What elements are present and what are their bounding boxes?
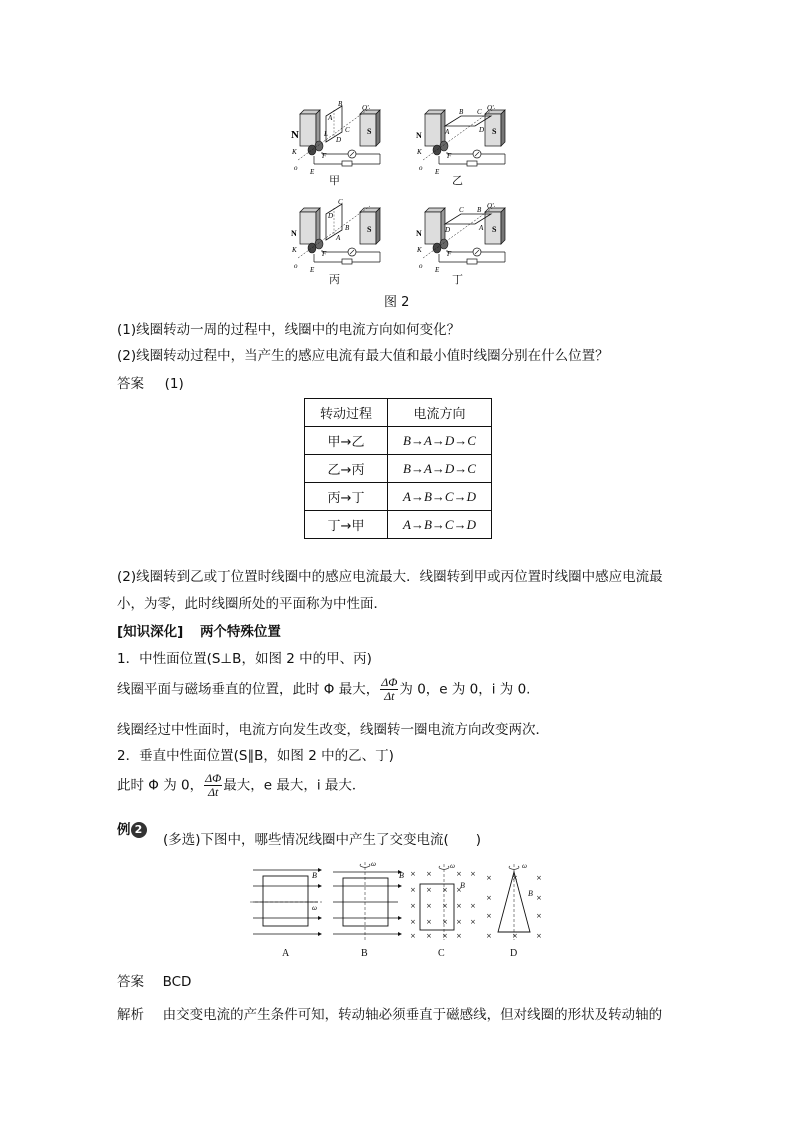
table-cell: 丁→甲 (305, 511, 388, 539)
svg-text:D: D (328, 212, 334, 220)
item-1-text (117, 676, 530, 703)
item-2-text-a: 此时 Φ 为 0， (117, 777, 204, 794)
option-label-a: A (282, 948, 290, 959)
option-a-diagram (250, 868, 322, 936)
svg-text:K: K (292, 246, 297, 254)
svg-text:×: × (442, 902, 448, 910)
option-b-diagram (333, 860, 404, 940)
figure-2 (285, 100, 515, 290)
fraction-denominator: Δt (207, 785, 219, 799)
panel-label-bing: 丙 (329, 273, 340, 286)
panel-label-yi: 乙 (452, 174, 463, 187)
analysis-text: 由交变电流的产生条件可知，转动轴必须垂直于磁感线，但对线圈的形状及转动轴的 (162, 1007, 663, 1023)
answer-2-line-1: (2)线圈转到乙或丁位置时线圈中的感应电流最大．线圈转到甲或丙位置时线圈中感应电流最 (117, 569, 663, 585)
answer-value: BCD (162, 974, 192, 990)
svg-text:C: C (338, 198, 343, 206)
svg-text:B: B (528, 889, 533, 898)
svg-text:B: B (477, 206, 482, 214)
knowledge-heading (117, 620, 281, 640)
svg-text:F: F (447, 250, 452, 258)
svg-text:ω: ω (522, 862, 527, 870)
svg-text:E: E (435, 168, 440, 176)
svg-text:o: o (419, 262, 423, 270)
table-cell: B→A→D→C (388, 427, 492, 455)
svg-text:×: × (456, 918, 462, 926)
svg-text:×: × (456, 886, 462, 894)
option-c-diagram (410, 862, 476, 940)
example-label: 例 (117, 822, 131, 838)
svg-text:S: S (492, 127, 497, 136)
svg-text:×: × (426, 886, 432, 894)
flux-rate-fraction (204, 772, 222, 799)
svg-text:×: × (470, 902, 476, 910)
svg-text:A: A (445, 128, 450, 136)
svg-text:×: × (486, 894, 492, 902)
svg-text:×: × (486, 874, 492, 882)
item-1-text-a: 线圈平面与磁场垂直的位置，此时 Φ 最大， (117, 681, 380, 698)
question-2: (2)线圈转动过程中，当产生的感应电流有最大值和最小值时线圈分别在什么位置？ (117, 348, 609, 364)
svg-text:×: × (410, 918, 416, 926)
svg-text:×: × (536, 894, 542, 902)
example-question: (多选)下图中，哪些情况线圈中产生了交变电流( ) (163, 832, 482, 848)
svg-text:×: × (410, 902, 416, 910)
item-1-text-b: 为 0，e 为 0，i 为 0. (399, 681, 531, 698)
table-cell: 甲→乙 (305, 427, 388, 455)
table-header: 电流方向 (388, 399, 492, 427)
current-direction-table (304, 398, 492, 539)
svg-text:D: D (479, 126, 485, 134)
svg-text:N: N (416, 131, 422, 140)
svg-text:E: E (435, 266, 440, 274)
table-cell: B→A→D→C (388, 455, 492, 483)
svg-text:F: F (322, 152, 327, 160)
svg-text:O': O' (487, 202, 494, 210)
svg-text:B: B (338, 100, 343, 108)
answer-2-line-2: 小，为零，此时线圈所处的平面称为中性面． (117, 596, 387, 612)
analysis-line (117, 1003, 662, 1023)
table-row (305, 427, 492, 455)
svg-text:S: S (367, 225, 372, 234)
item-2-text-b: 最大，e 最大，i 最大． (223, 777, 366, 794)
svg-text:N: N (291, 129, 299, 141)
option-label-c: C (438, 948, 445, 959)
example-answer (117, 970, 191, 990)
knowledge-title: 两个特殊位置 (199, 624, 281, 640)
item-1-title: 1．中性面位置(S⊥B，如图 2 中的甲、丙) (117, 651, 372, 667)
svg-text:B: B (345, 224, 350, 232)
svg-text:C: C (459, 206, 464, 214)
svg-text:K: K (292, 148, 297, 156)
svg-text:C: C (477, 108, 482, 116)
svg-text:×: × (470, 870, 476, 878)
panel-label-jia: 甲 (329, 174, 340, 187)
answer-label: 答案 (117, 974, 144, 990)
svg-text:C: C (345, 126, 350, 134)
svg-text:o: o (294, 262, 298, 270)
example-heading (117, 818, 147, 838)
answer-label: 答案 (117, 376, 144, 392)
table-row (305, 511, 492, 539)
table-row (305, 455, 492, 483)
panel-label-ding: 丁 (452, 273, 463, 286)
question-1: (1)线圈转动一周的过程中，线圈中的电流方向如何变化？ (117, 322, 461, 338)
table-cell: A→B→C→D (388, 511, 492, 539)
svg-text:×: × (410, 870, 416, 878)
svg-text:K: K (417, 246, 422, 254)
example-number-badge: 2 (131, 822, 147, 838)
fraction-numerator: ΔΦ (381, 675, 398, 689)
fraction-denominator: Δt (384, 689, 395, 703)
svg-text:B: B (460, 881, 465, 890)
figure-caption: 图 2 (384, 295, 410, 310)
svg-text:E: E (310, 168, 315, 176)
knowledge-tag: [知识深化] (117, 624, 184, 640)
svg-text:×: × (536, 912, 542, 920)
svg-text:B: B (312, 871, 317, 880)
svg-text:×: × (512, 932, 518, 940)
svg-text:×: × (410, 932, 416, 940)
item-1-text-2: 线圈经过中性面时，电流方向发生改变，线圈转一圈电流方向改变两次． (117, 722, 549, 738)
svg-text:A: A (328, 114, 333, 122)
svg-text:L: L (324, 130, 328, 138)
svg-text:×: × (426, 902, 432, 910)
svg-text:×: × (456, 870, 462, 878)
svg-text:×: × (456, 932, 462, 940)
generator-diagrams (285, 100, 515, 290)
svg-text:×: × (512, 874, 518, 882)
svg-text:×: × (486, 912, 492, 920)
svg-text:×: × (536, 874, 542, 882)
analysis-label: 解析 (117, 1007, 144, 1023)
svg-text:A: A (479, 224, 484, 232)
svg-text:D: D (336, 136, 342, 144)
svg-text:B: B (399, 871, 404, 880)
svg-text:×: × (442, 886, 448, 894)
table-cell: 丙→丁 (305, 483, 388, 511)
svg-text:×: × (426, 932, 432, 940)
table-header-row (305, 399, 492, 427)
svg-text:×: × (470, 918, 476, 926)
svg-text:×: × (410, 886, 416, 894)
svg-text:S: S (492, 225, 497, 234)
svg-text:×: × (456, 902, 462, 910)
svg-text:N: N (291, 229, 297, 238)
svg-text:o: o (294, 164, 298, 172)
flux-rate-fraction (380, 676, 398, 703)
svg-text:N: N (416, 229, 422, 238)
item-2-text (117, 772, 365, 799)
svg-text:ω: ω (450, 862, 455, 870)
table-header: 转动过程 (305, 399, 388, 427)
fraction-numerator: ΔΦ (205, 771, 222, 785)
svg-text:ω: ω (371, 860, 376, 868)
svg-text:ω: ω (312, 904, 317, 912)
svg-text:O': O' (362, 104, 369, 112)
option-d-diagram (486, 862, 542, 940)
svg-text:×: × (426, 918, 432, 926)
table-row (305, 483, 492, 511)
svg-text:×: × (536, 932, 542, 940)
svg-text:o: o (419, 164, 423, 172)
svg-text:×: × (486, 932, 492, 940)
option-label-b: B (361, 948, 368, 959)
svg-text:F: F (322, 250, 327, 258)
svg-text:×: × (442, 918, 448, 926)
svg-text:S: S (367, 127, 372, 136)
svg-text:K: K (417, 148, 422, 156)
svg-text:E: E (310, 266, 315, 274)
option-label-d: D (510, 948, 518, 959)
table-cell: A→B→C→D (388, 483, 492, 511)
svg-text:A: A (336, 234, 341, 242)
answer-1-line (117, 372, 184, 392)
answer-part: (1) (164, 376, 184, 392)
table-cell: 乙→丙 (305, 455, 388, 483)
item-2-title: 2．垂直中性面位置(S∥B，如图 2 中的乙、丁) (117, 748, 394, 764)
svg-text:O': O' (487, 104, 494, 112)
svg-text:B: B (459, 108, 464, 116)
svg-text:D: D (445, 226, 451, 234)
svg-text:×: × (426, 870, 432, 878)
svg-text:F: F (447, 152, 452, 160)
svg-text:×: × (442, 932, 448, 940)
